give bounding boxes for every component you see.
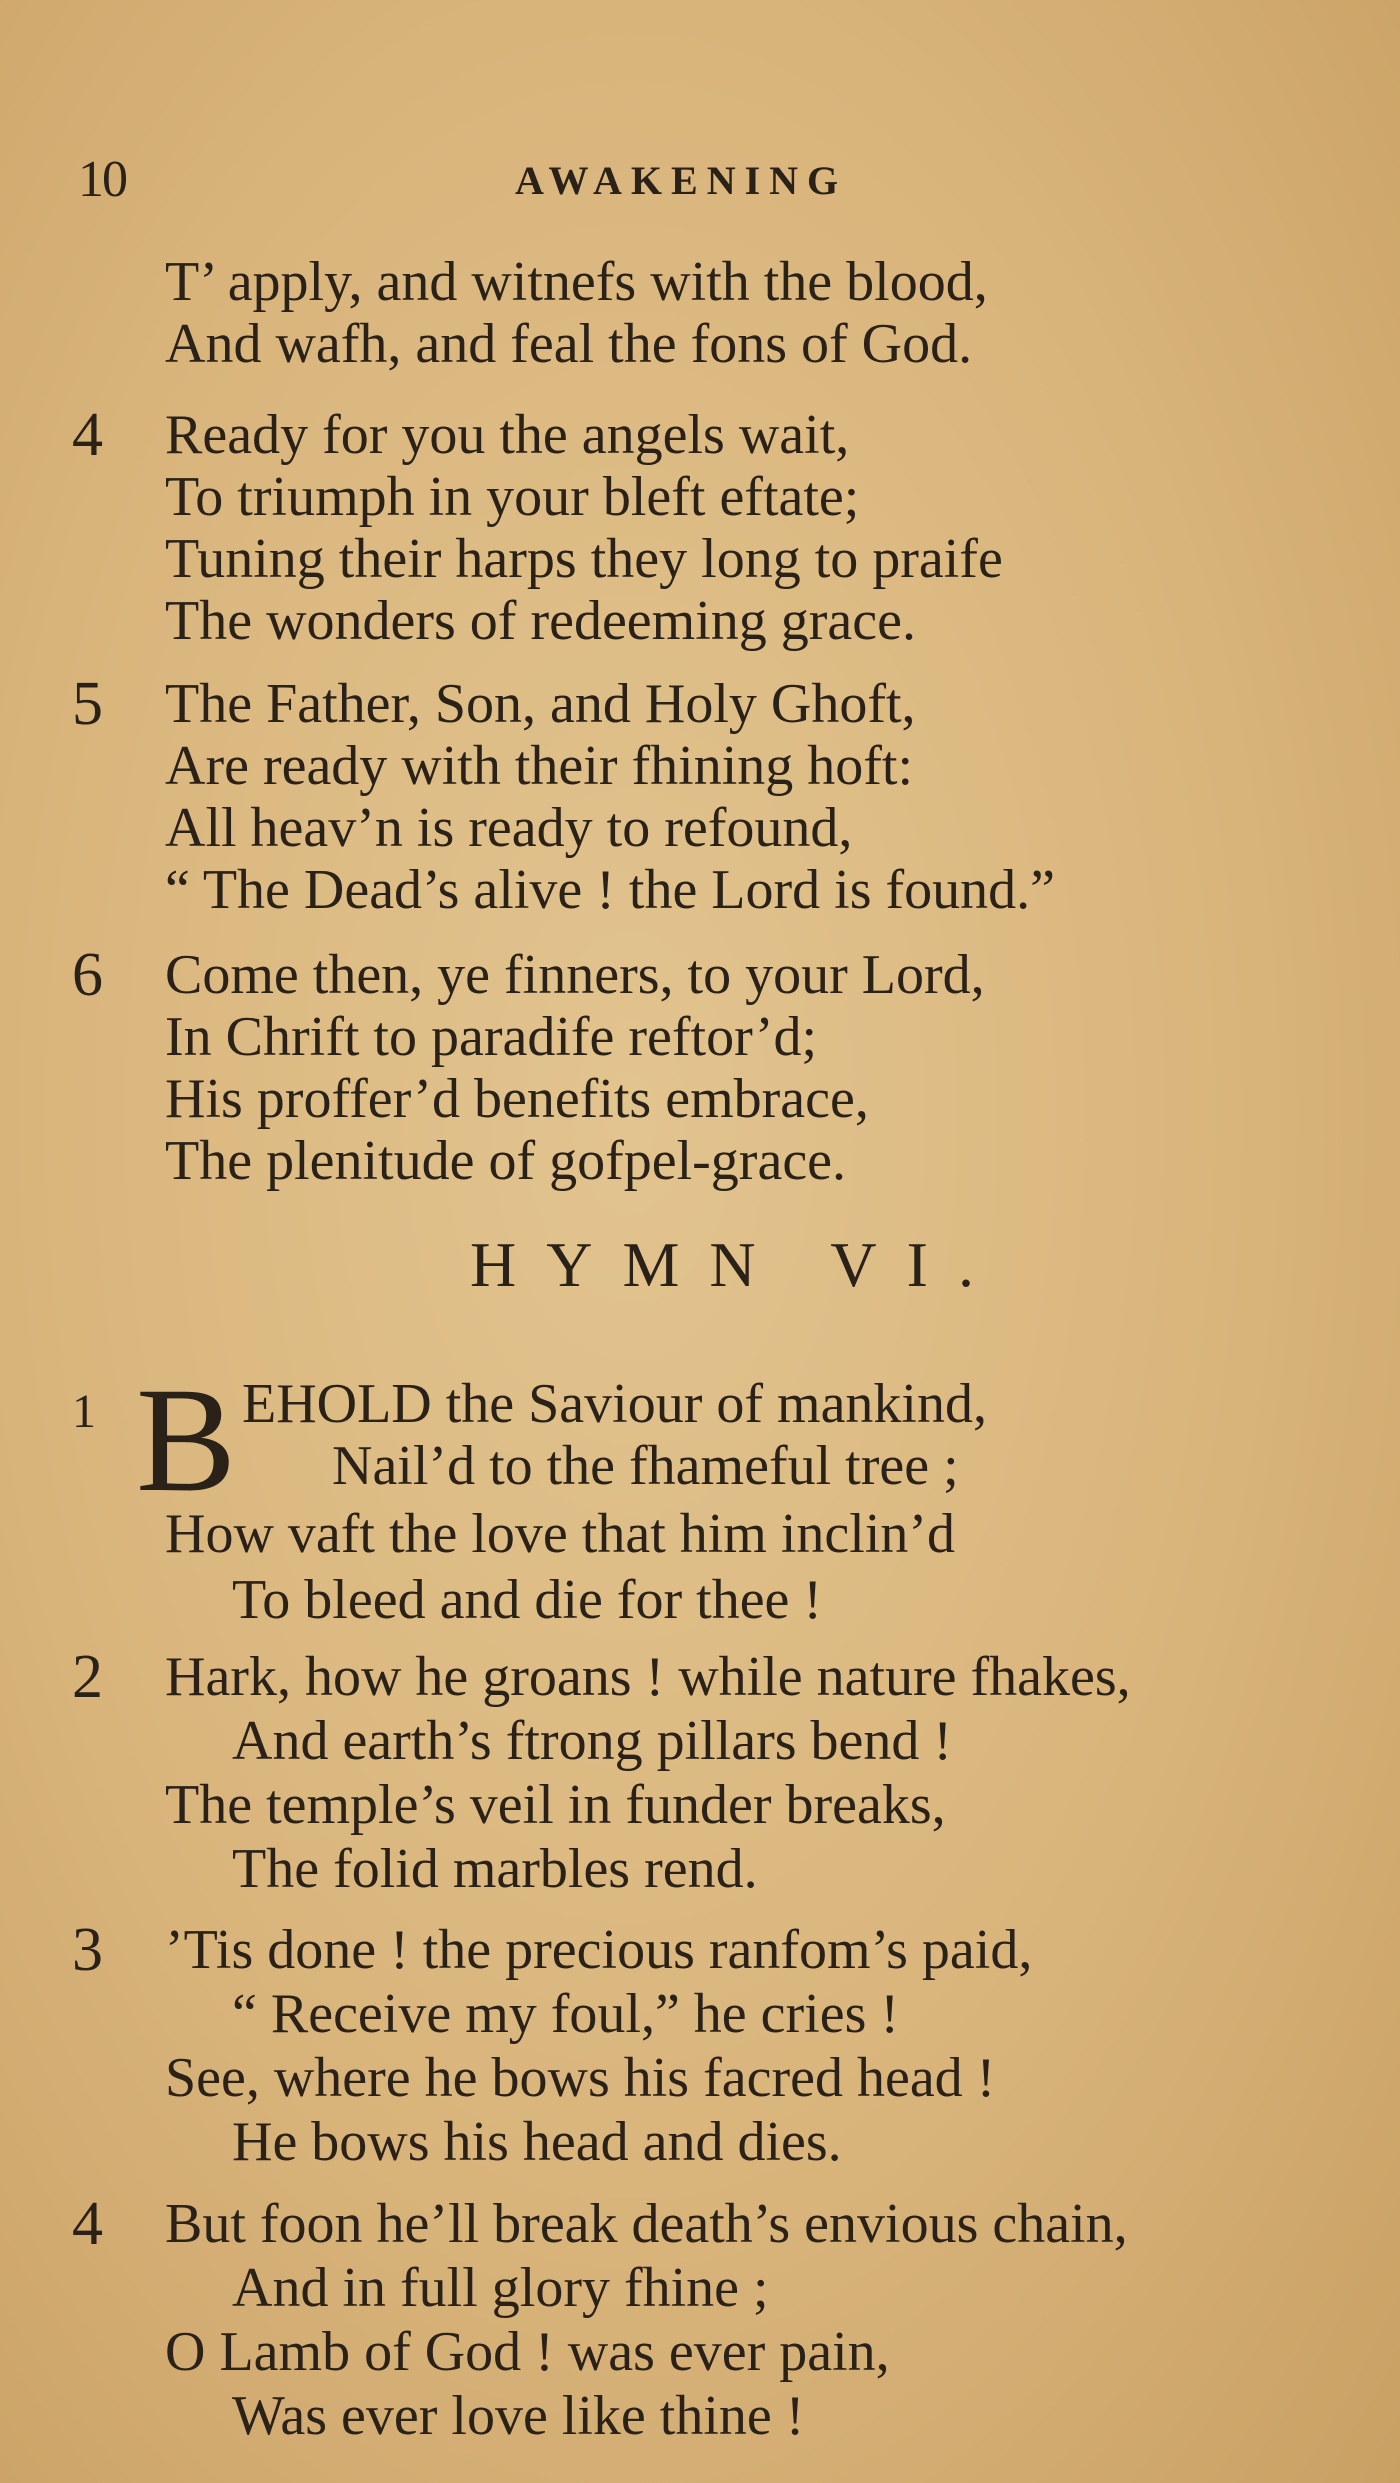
drop-cap: B <box>136 1357 237 1523</box>
verse-line: “ The Dead’s alive ! the Lord is found.” <box>165 859 1056 921</box>
verse-line: How vaft the love that him inclin’d <box>165 1503 956 1565</box>
verse-line: The Father, Son, and Holy Ghoft, <box>165 673 916 735</box>
stanza-number: 3 <box>72 1916 103 1984</box>
verse-line: Hark, how he groans ! while nature fhakes, <box>165 1646 1131 1708</box>
stanza-number: 6 <box>72 941 103 1009</box>
verse-line: O Lamb of God ! was ever pain, <box>165 2321 890 2383</box>
running-head: AWAKENING <box>515 158 848 203</box>
verse-line: To triumph in your bleft eftate; <box>165 466 860 528</box>
verse-line: He bows his head and dies. <box>232 2111 842 2173</box>
verse-line: But foon he’ll break death’s envious chain, <box>165 2193 1128 2255</box>
verse-line: And wafh, and feal the fons of God. <box>165 313 973 375</box>
verse-line: All heav’n is ready to refound, <box>165 797 853 859</box>
verse-line: The plenitude of gofpel-grace. <box>165 1130 847 1192</box>
verse-line: Tuning their harps they long to praife <box>165 528 1003 590</box>
verse-line: Are ready with their fhining hoft: <box>165 735 914 797</box>
verse-line: Ready for you the angels wait, <box>165 404 850 466</box>
verse-line: And in full glory fhine ; <box>232 2257 769 2319</box>
verse-line: In Chrift to paradife reftor’d; <box>165 1006 818 1068</box>
verse-line: ’Tis done ! the precious ranfom’s paid, <box>165 1919 1033 1981</box>
verse-line: To bleed and die for thee ! <box>232 1569 823 1631</box>
verse-line: His proffer’d benefits embrace, <box>165 1068 869 1130</box>
verse-line: Was ever love like thine ! <box>232 2385 805 2447</box>
verse-line: The temple’s veil in funder breaks, <box>165 1774 946 1836</box>
stanza-number: 5 <box>72 670 103 738</box>
hymn-title: HYMN VI. <box>470 1229 1004 1300</box>
verse-line: “ Receive my foul,” he cries ! <box>232 1983 900 2045</box>
stanza-number: 4 <box>72 2190 103 2258</box>
verse-line: Come then, ye finners, to your Lord, <box>165 944 985 1006</box>
verse-line: EHOLD the Saviour of mankind, <box>242 1373 987 1435</box>
verse-line: The folid marbles rend. <box>232 1838 758 1900</box>
verse-line: T’ apply, and witnefs with the blood, <box>165 251 988 313</box>
stanza-number: 1 <box>72 1385 96 1438</box>
verse-line: And earth’s ftrong pillars bend ! <box>232 1710 953 1772</box>
page-number: 10 <box>78 151 126 208</box>
verse-line: Nail’d to the fhameful tree ; <box>332 1435 959 1497</box>
stanza-number: 4 <box>72 401 103 469</box>
verse-line: See, where he bows his facred head ! <box>165 2047 996 2109</box>
page-header <box>0 150 1400 210</box>
verse-line: The wonders of redeeming grace. <box>165 590 916 652</box>
stanza-number: 2 <box>72 1643 103 1711</box>
